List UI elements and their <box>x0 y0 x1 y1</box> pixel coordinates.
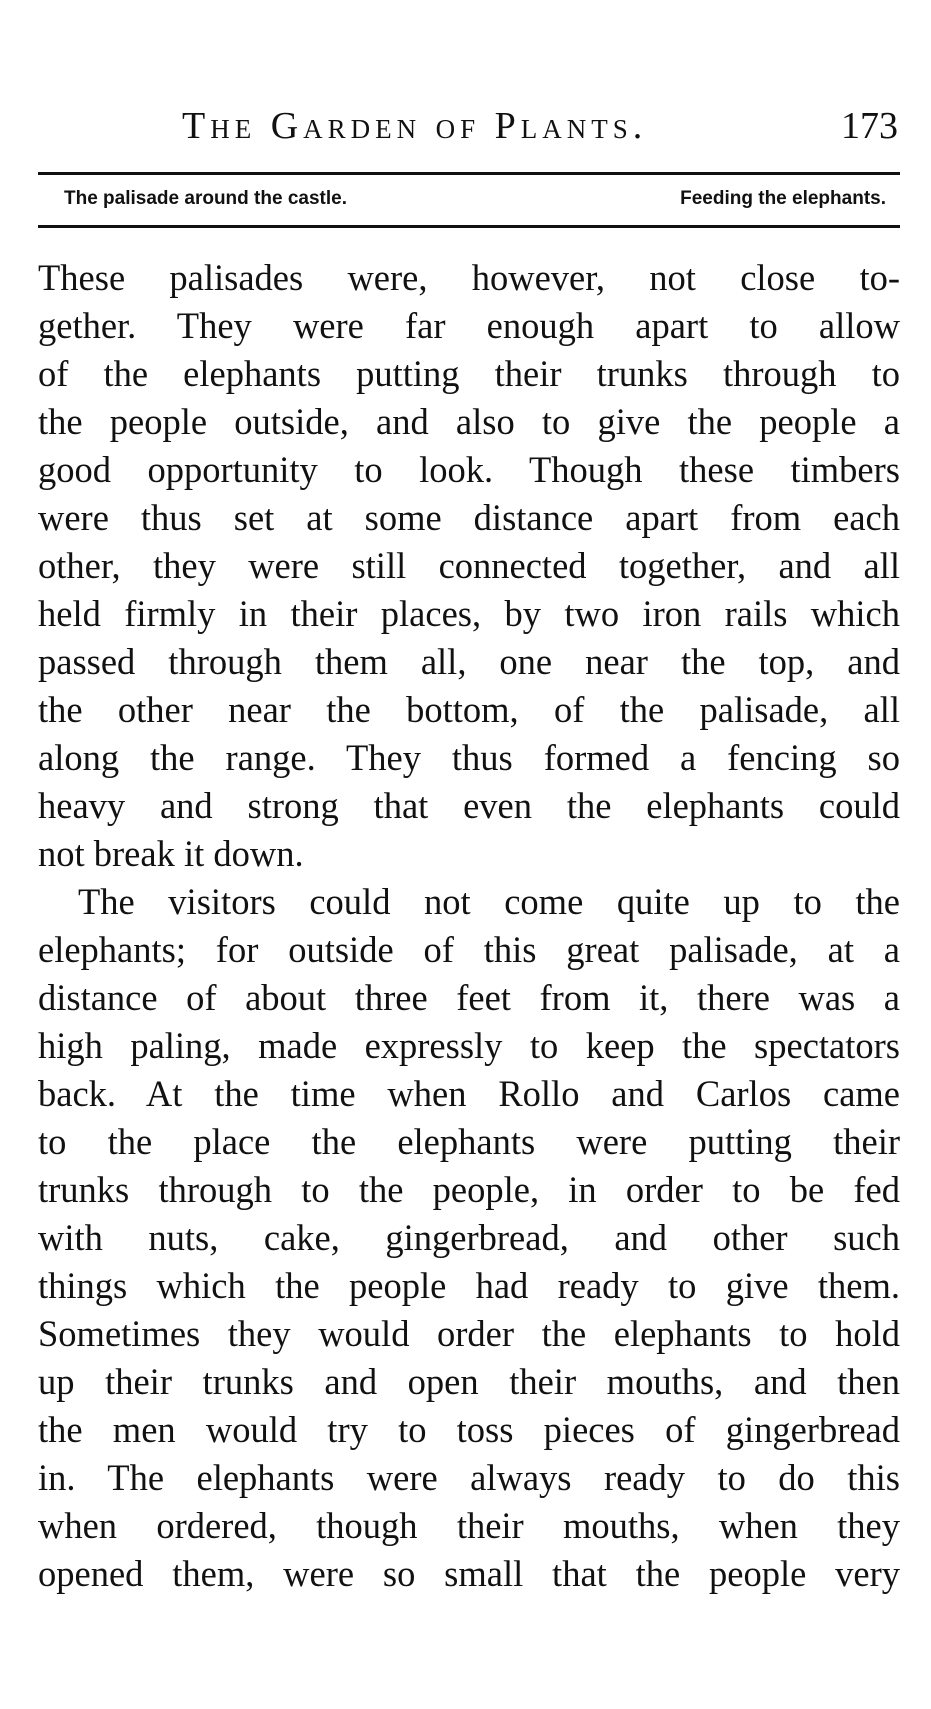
text-line: The visitors could not come quite up to the <box>78 881 900 922</box>
text-line: held firmly in their places, by two iron rails which <box>38 593 900 634</box>
text-line: passed through them all, one near the top, and <box>38 641 900 682</box>
text-line: good opportunity to look. Though these timbers <box>38 449 900 490</box>
text-line: Sometimes they would order the elephants to hold <box>38 1313 900 1354</box>
text-line: to the place the elephants were putting their <box>38 1121 900 1162</box>
text-line: gether. They were far enough apart to allow <box>38 305 900 346</box>
text-line: were thus set at some distance apart from each <box>38 497 900 538</box>
text-line: back. At the time when Rollo and Carlos came <box>38 1073 900 1114</box>
text-line: the other near the bottom, of the palisade, all <box>38 689 900 730</box>
header-rule-top <box>38 172 900 175</box>
text-line: trunks through to the people, in order to be fed <box>38 1169 900 1210</box>
text-line: with nuts, cake, gingerbread, and other such <box>38 1217 900 1258</box>
text-line: opened them, were so small that the people very <box>38 1553 900 1594</box>
topic-heading-left: The palisade around the castle. <box>64 188 347 209</box>
text-line: elephants; for outside of this great palisade, at a <box>38 929 900 970</box>
text-line: heavy and strong that even the elephants could <box>38 785 900 826</box>
text-line: of the elephants putting their trunks through to <box>38 353 900 394</box>
text-line: the men would try to toss pieces of gingerbread <box>38 1409 900 1450</box>
running-title: The Garden of Plants. <box>182 105 648 147</box>
text-line: other, they were still connected together, and all <box>38 545 900 586</box>
topic-heading-right: Feeding the elephants. <box>680 188 886 209</box>
text-line: not break it down. <box>38 833 304 874</box>
text-line: things which the people had ready to give them. <box>38 1265 900 1306</box>
text-line: along the range. They thus formed a fencing so <box>38 737 900 778</box>
header-rule-bottom <box>38 225 900 228</box>
text-line: the people outside, and also to give the people a <box>38 401 900 442</box>
text-line: high paling, made expressly to keep the spectators <box>38 1025 900 1066</box>
text-line: in. The elephants were always ready to do this <box>38 1457 900 1498</box>
body-text <box>38 254 900 1598</box>
text-line: distance of about three feet from it, there was a <box>38 977 900 1018</box>
text-line: up their trunks and open their mouths, and then <box>38 1361 900 1402</box>
text-line: when ordered, though their mouths, when they <box>38 1505 900 1546</box>
page-number: 173 <box>841 105 898 147</box>
running-head <box>40 104 898 156</box>
text-line: These palisades were, however, not close to- <box>38 257 900 298</box>
